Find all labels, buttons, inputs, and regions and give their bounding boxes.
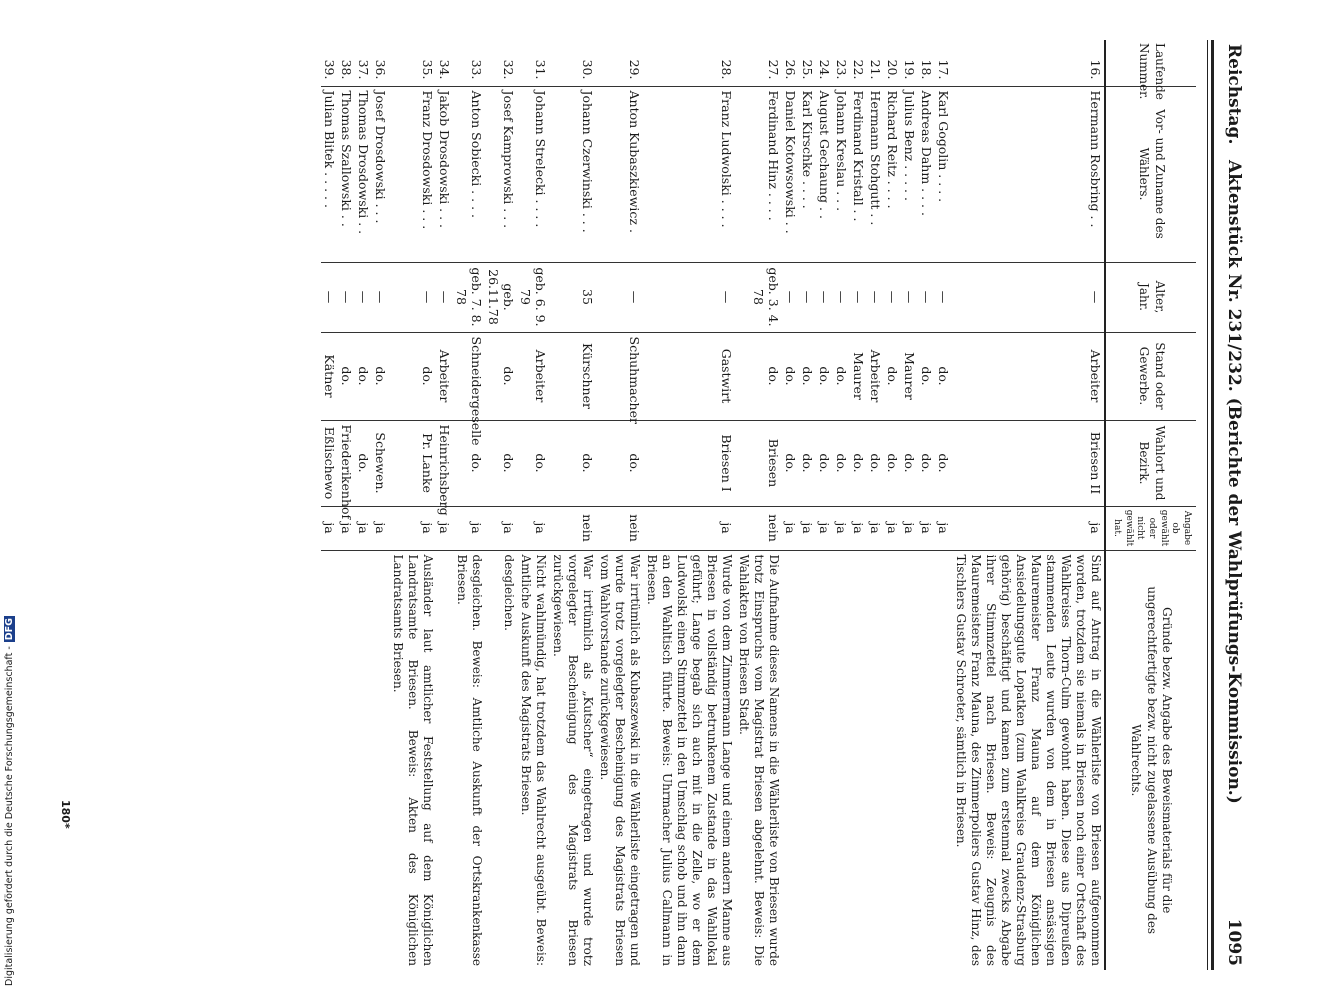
cell-name: Daniel Kotowsowski . .	[782, 86, 799, 262]
cell-voted: ja	[485, 506, 517, 550]
rotated-sheet	[88, 40, 1248, 970]
cell-age: geb. 6. 9. 79	[517, 262, 549, 332]
cell-note	[355, 550, 372, 970]
cell-name: Richard Reitz . . . .	[884, 86, 901, 262]
cell-trade: Arbeiter	[867, 332, 884, 420]
table-row	[850, 40, 867, 970]
cell-voted: nein	[735, 506, 782, 550]
col-nr: Laufende Nummer.	[1105, 40, 1196, 86]
cell-voted: ja	[321, 506, 338, 550]
cell-nr: 37.	[355, 40, 372, 86]
cell-trade: Kürschner	[549, 332, 596, 420]
cell-note: desgleichen.	[502, 554, 517, 631]
cell-place: do.	[485, 420, 517, 506]
cell-voted: nein	[549, 506, 596, 550]
col-age: Alter, Jahr.	[1105, 262, 1196, 332]
cell-nr: 28.	[643, 40, 735, 86]
cell-age: —	[833, 262, 850, 332]
cell-note	[338, 550, 355, 970]
cell-note	[867, 550, 884, 970]
table-row	[867, 40, 884, 970]
table-row	[918, 40, 935, 970]
cell-voted: ja	[389, 506, 436, 550]
table-row	[816, 40, 833, 970]
cell-age: —	[901, 262, 918, 332]
cell-name: Hermann Rosbring . .	[952, 86, 1105, 262]
cell-name: Julius Benz . . . . .	[901, 86, 918, 262]
table-row	[549, 40, 596, 970]
header-left: Reichstag.	[1224, 44, 1244, 145]
page-number: 180*	[59, 800, 72, 829]
cell-place: Briesen I	[643, 420, 735, 506]
cell-note	[372, 550, 389, 970]
cell-place: do.	[782, 420, 799, 506]
cell-trade: do.	[372, 332, 389, 420]
cell-age: —	[935, 262, 952, 332]
table-row	[389, 40, 436, 970]
header-title: Aktenstück Nr. 231/232. (Berichte der Wahlprüfungs-Kommission.)	[1224, 160, 1244, 804]
cell-voted: ja	[436, 506, 453, 550]
cell-nr: 24.	[816, 40, 833, 86]
cell-trade: do.	[735, 332, 782, 420]
col-place: Wahlort und Bezirk.	[1105, 420, 1196, 506]
cell-nr: 26.	[782, 40, 799, 86]
table-row	[338, 40, 355, 970]
cell-nr: 25.	[799, 40, 816, 86]
cell-name: August Gechaung . .	[816, 86, 833, 262]
cell-voted: ja	[867, 506, 884, 550]
cell-nr: 19.	[901, 40, 918, 86]
cell-note	[782, 550, 799, 970]
cell-voted: ja	[355, 506, 372, 550]
cell-age: —	[355, 262, 372, 332]
cell-nr: 31.	[517, 40, 549, 86]
cell-place: do.	[799, 420, 816, 506]
cell-name: Johann Strelecki . . . .	[517, 86, 549, 262]
cell-trade: do.	[918, 332, 935, 420]
cell-voted: ja	[453, 506, 485, 550]
table-row	[833, 40, 850, 970]
cell-nr: 29.	[596, 40, 643, 86]
cell-nr: 21.	[867, 40, 884, 86]
cell-note	[884, 550, 901, 970]
cell-age: —	[389, 262, 436, 332]
cell-place: Friederikenhof	[338, 420, 355, 506]
cell-nr: 20.	[884, 40, 901, 86]
cell-nr: 39.	[321, 40, 338, 86]
dfg-logo: DFG	[4, 618, 15, 641]
cell-place: Schewen.	[372, 420, 389, 506]
cell-name: Johann Kreslau . . .	[833, 86, 850, 262]
col-trade: Stand oder Gewerbe.	[1105, 332, 1196, 420]
cell-nr: 30.	[549, 40, 596, 86]
cell-place: do.	[935, 420, 952, 506]
cell-note: Die Aufnahme dieses Namens in die Wählerliste von Briesen wurde trotz Einspruchs vom Magistrat Briesen abgelehnt. Beweis: Die Wahlakten von Briesen Stadt.	[737, 554, 782, 966]
cell-nr: 18.	[918, 40, 935, 86]
table-row	[884, 40, 901, 970]
cell-nr: 38.	[338, 40, 355, 86]
cell-age: 35	[549, 262, 596, 332]
table-row	[453, 40, 485, 970]
cell-note: desgleichen. Beweis: Amtliche Auskunft der Ortskrankenkasse Briesen.	[455, 554, 485, 966]
cell-age: —	[884, 262, 901, 332]
cell-name: Josef Drosdowski . . .	[372, 86, 389, 262]
cell-name: Thomas Szallowski . .	[338, 86, 355, 262]
cell-voted: nein	[596, 506, 643, 550]
cell-note	[833, 550, 850, 970]
cell-note: Ausländer laut amtlicher Feststellung auf dem Königlichen Landratsamte Briesen. Beweis: Akten des Königlichen Landratsamts Briesen.	[391, 554, 436, 966]
cell-trade: do.	[389, 332, 436, 420]
cell-age: —	[952, 262, 1105, 332]
cell-nr: 35.	[389, 40, 436, 86]
cell-nr: 23.	[833, 40, 850, 86]
cell-age: —	[816, 262, 833, 332]
cell-place: Eßlischewo	[321, 420, 338, 506]
cell-trade: Arbeiter	[517, 332, 549, 420]
cell-age: —	[782, 262, 799, 332]
cell-trade: Arbeiter	[436, 332, 453, 420]
cell-name: Anton Sobiecki . . . .	[453, 86, 485, 262]
cell-trade: do.	[935, 332, 952, 420]
cell-place: do.	[901, 420, 918, 506]
page-header	[1218, 40, 1248, 970]
side-note-text: Digitalisierung gefördert durch die Deutsche Forschungsgemeinschaft -	[4, 646, 15, 986]
cell-place: do.	[918, 420, 935, 506]
cell-name: Hermann Stohgutt . .	[867, 86, 884, 262]
cell-place: do.	[453, 420, 485, 506]
cell-name: Franz Ludwolski . . . .	[643, 86, 735, 262]
table-row	[372, 40, 389, 970]
cell-trade: Maurer	[850, 332, 867, 420]
cell-age: —	[867, 262, 884, 332]
cell-place: do.	[596, 420, 643, 506]
cell-age: geb. 3. 4. 78	[735, 262, 782, 332]
cell-place: Heinrichsberg	[436, 420, 453, 506]
cell-place: do.	[833, 420, 850, 506]
voter-table	[321, 40, 1196, 970]
table-header-row	[1105, 40, 1196, 970]
table-row	[799, 40, 816, 970]
table-row	[485, 40, 517, 970]
cell-trade: Maurer	[901, 332, 918, 420]
cell-name: Ferdinand Kristall . .	[850, 86, 867, 262]
header-rule-thin	[1207, 40, 1208, 970]
table-row	[596, 40, 643, 970]
cell-voted: ja	[782, 506, 799, 550]
cell-age: —	[338, 262, 355, 332]
cell-nr: 22.	[850, 40, 867, 86]
cell-note	[816, 550, 833, 970]
cell-age: —	[372, 262, 389, 332]
cell-note	[436, 550, 453, 970]
cell-nr: 36.	[372, 40, 389, 86]
cell-age: —	[918, 262, 935, 332]
cell-note	[901, 550, 918, 970]
cell-place: do.	[884, 420, 901, 506]
table-row	[735, 40, 782, 970]
cell-name: Johann Czerwinski . . .	[549, 86, 596, 262]
cell-place: Pr. Lanke	[389, 420, 436, 506]
cell-age: geb. 26.11.78	[485, 262, 517, 332]
cell-nr: 34.	[436, 40, 453, 86]
cell-voted: ja	[884, 506, 901, 550]
cell-place: do.	[517, 420, 549, 506]
cell-note: War irrtümlich als „Kutscher“ eingetragen und wurde trotz vorgelegter Bescheinigung des Magistrats Briesen zurückgewiesen.	[551, 554, 596, 966]
cell-trade: do.	[355, 332, 372, 420]
cell-voted: ja	[952, 506, 1105, 550]
cell-note	[799, 550, 816, 970]
cell-name: Franz Drosdowski . . .	[389, 86, 436, 262]
side-note	[4, 0, 18, 986]
cell-place: do.	[850, 420, 867, 506]
cell-voted: ja	[935, 506, 952, 550]
cell-name: Karl Kirschke . . . .	[799, 86, 816, 262]
cell-note: War irrtümlich als Kubaszewski in die Wählerliste eingetragen und wurde trotz vorgelegter Bescheinigung des Magistrats Briesen vom Wahlvorstande zurückgewiesen.	[598, 554, 643, 966]
cell-voted: ja	[850, 506, 867, 550]
cell-note	[935, 550, 952, 970]
cell-name: Anton Kubaszkiewicz .	[596, 86, 643, 262]
cell-age: —	[321, 262, 338, 332]
cell-trade: do.	[833, 332, 850, 420]
cell-note: Wurde von dem Zimmermann Lange und einem andern Manne aus Briesen in vollständig betrunkenem Zustande in das Wahllokal geführt; Lange begab sich auch mit in die Zelle, wo er dem Ludwolski einen Stimmzettel in den Umschlag schob und ihn dann an den Wahltisch führte. Beweis: Uhrmacher Julius Callmann in Briesen.	[645, 554, 735, 966]
table-row	[321, 40, 338, 970]
cell-trade: Schuhmacher	[596, 332, 643, 420]
cell-note: Sind auf Antrag in die Wählerliste von Briesen aufgenommen worden, trotzdem sie niemals in Briesen noch einer Ortschaft des Wahlkreises Thorn-Culm gewohnt haben. Diese aus Dipreußen stammenden Leute wurden von dem in Briesen ansässigen Mauremeister Franz Mauna auf dem Königlichen Ansiedelungsgute Lopatken (zum Wahlkreise Graudenz-Strasburg gehörig) beschäftigt und kamen zum erstenmal zwecks Abgabe ihrer Stimmzettel nach Briesen. Beweis: Zeugnis des Mauremeisters Franz Mauna, des Zimmerpoliers Gustav Hinz, des Tischlers Gustav Schroeter, sämtlich in Briesen.	[954, 554, 1104, 966]
cell-age: —	[799, 262, 816, 332]
cell-voted: ja	[517, 506, 549, 550]
cell-age: —	[850, 262, 867, 332]
cell-nr: 27.	[735, 40, 782, 86]
table-row	[782, 40, 799, 970]
cell-trade: Gastwirt	[643, 332, 735, 420]
cell-trade: do.	[782, 332, 799, 420]
cell-place: do.	[549, 420, 596, 506]
cell-place: do.	[816, 420, 833, 506]
cell-voted: ja	[918, 506, 935, 550]
cell-trade: do.	[338, 332, 355, 420]
table-row	[436, 40, 453, 970]
cell-note	[918, 550, 935, 970]
table-row	[643, 40, 735, 970]
table-row	[952, 40, 1105, 970]
cell-trade: do.	[799, 332, 816, 420]
cell-trade: Arbeiter	[952, 332, 1105, 420]
col-reasons: Gründe bezw. Angabe des Beweismaterials für die ungerechtfertigte bezw. nicht zugelassene Ausübung des Wahlrechts.	[1129, 586, 1175, 935]
table-row	[355, 40, 372, 970]
cell-voted: ja	[372, 506, 389, 550]
cell-voted: ja	[338, 506, 355, 550]
cell-place: Briesen	[735, 420, 782, 506]
cell-note	[850, 550, 867, 970]
cell-trade: do.	[884, 332, 901, 420]
cell-note	[321, 550, 338, 970]
cell-trade: Kätner	[321, 332, 338, 420]
cell-voted: ja	[816, 506, 833, 550]
cell-trade: do.	[485, 332, 517, 420]
cell-place: do.	[355, 420, 372, 506]
cell-nr: 33.	[453, 40, 485, 86]
header-rule-thick	[1211, 40, 1214, 970]
cell-voted: ja	[643, 506, 735, 550]
cell-voted: ja	[833, 506, 850, 550]
col-name: Vor- und Zuname des Wählers.	[1105, 86, 1196, 262]
cell-trade: Schneidergeselle	[453, 332, 485, 420]
cell-name: Jakob Drosdowski . . .	[436, 86, 453, 262]
cell-age: geb. 7. 8. 78	[453, 262, 485, 332]
cell-place: Briesen II	[952, 420, 1105, 506]
cell-note: Nicht wahlmündig, hat trotzdem das Wahlrecht ausgeübt. Beweis: Amtliche Auskunft des Magistrats Briesen.	[519, 554, 549, 966]
cell-nr: 32.	[485, 40, 517, 86]
cell-nr: 17.	[935, 40, 952, 86]
cell-age: —	[596, 262, 643, 332]
cell-trade: do.	[816, 332, 833, 420]
cell-name: Julian Blitek . . . . .	[321, 86, 338, 262]
cell-age: —	[436, 262, 453, 332]
header-page-number: 1095	[1224, 918, 1244, 966]
cell-voted: ja	[901, 506, 918, 550]
cell-voted: ja	[799, 506, 816, 550]
table-row	[517, 40, 549, 970]
cell-name: Thomas Drosdowski . .	[355, 86, 372, 262]
cell-place: do.	[867, 420, 884, 506]
cell-name: Karl Gogolin . . . .	[935, 86, 952, 262]
table-row	[901, 40, 918, 970]
col-voted: Angabe ob gewählt oder nicht gewählt hat.	[1105, 506, 1196, 550]
cell-nr: 16.	[952, 40, 1105, 86]
cell-age: —	[643, 262, 735, 332]
cell-name: Ferdinand Hinz . . . .	[735, 86, 782, 262]
table-row	[935, 40, 952, 970]
cell-name: Andreas Dahm . . . .	[918, 86, 935, 262]
cell-name: Josef Kamprowski . . .	[485, 86, 517, 262]
